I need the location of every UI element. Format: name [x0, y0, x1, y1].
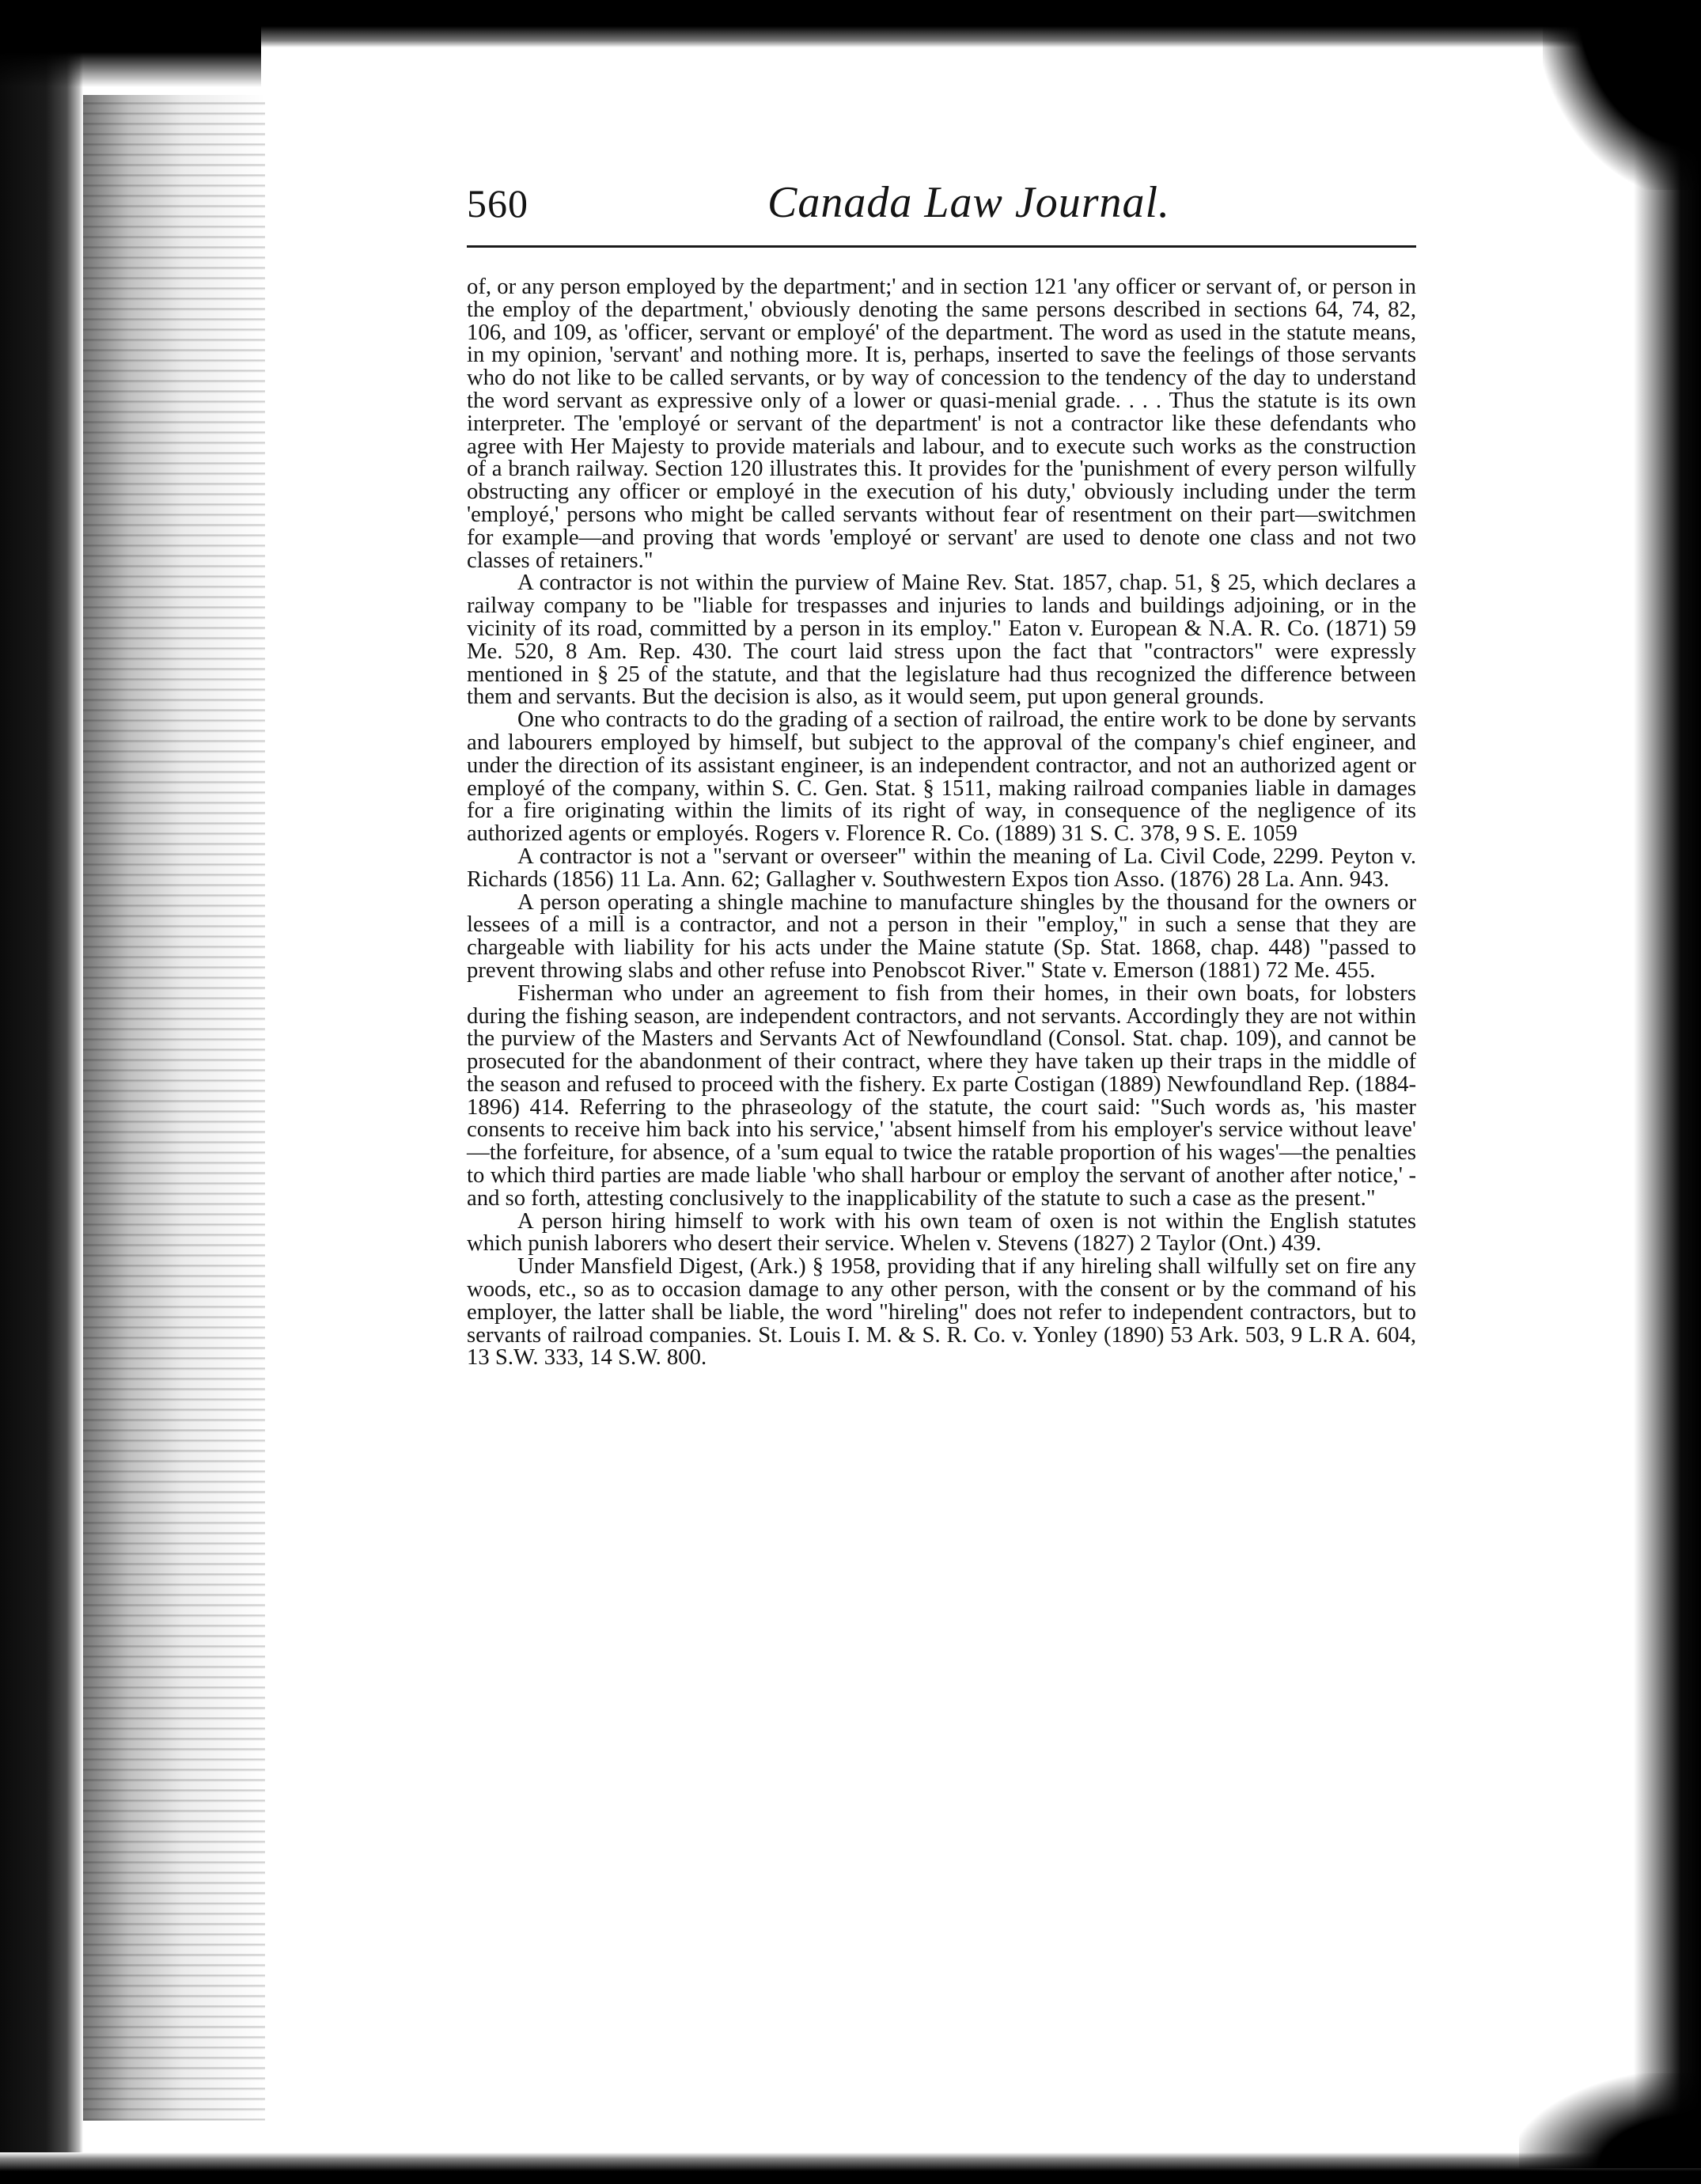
right-scan-edge [1634, 0, 1701, 2184]
bottom-scan-edge [0, 2152, 1701, 2184]
bottom-right-scan-smudge [1519, 2073, 1701, 2168]
gutter-speckle [83, 95, 265, 2121]
paragraph-1: of, or any person employed by the department;' and in section 121 'any officer or servant of, or person in the employ of the department,' obviously denoting the same persons described in sections 64, 74, 82, 106, and 109, as 'officer, servant or employé' of the department. The word as used in the statute means, in my opinion, 'servant' and nothing more. It is, perhaps, inserted to save the feelings of those servants who do not like to be called servants, or by way of concession to the tendency of the day to understand the word servant as expressive only of a lower or quasi-menial grade. . . . Thus the statute is its own interpreter. The 'employé or servant of the department' is not a contractor like these defendants who agree with Her Majesty to provide materials and labour, and to execute such works as the construction of a branch railway. Section 120 illustrates this. It provides for the 'punishment of every person wilfully obstructing any officer or employé in the execution of his duty,' obviously including under the term 'employé,' persons who might be called servants without fear of resentment on their part—switchmen for example—and proving that words 'employé or servant' are used to denote one class and not two classes of retainers." [467, 274, 1416, 573]
paragraph-5: A person operating a shingle machine to manufacture shingles by the thousand for the owners or lessees of a mill is a contractor, and not a person in their "employ," in such a sense that they are chargeable with liability for his acts under the Maine statute (Sp. Stat. 1868, chap. 448) "passed to prevent throwing slabs and other refuse into Penobscot River." State v. Emerson (1881) 72 Me. 455. [467, 889, 1416, 983]
top-left-scan-corner [0, 0, 261, 87]
paragraph-7: A person hiring himself to work with his own team of oxen is not within the English statutes which punish laborers who desert their service. Whelen v. Stevens (1827) 2 Taylor (Ont.) 439. [467, 1208, 1416, 1257]
top-right-scan-corner [1543, 0, 1701, 190]
paragraph-4: A contractor is not a "servant or overseer" within the meaning of La. Civil Code, 2299. Peyton v. Richards (1856) 11 La. Ann. 62; Gallagher v. Southwestern Expos tion Asso. (1876) 28 La. Ann. 943. [467, 843, 1416, 892]
paragraph-6: Fisherman who under an agreement to fish from their homes, in their own boats, for lobsters during the fishing season, are independent contractors, and not servants. Accordingly they are not within the purview of the Masters and Servants Act of Newfoundland (Consol. Stat. chap. 109), and cannot be prosecuted for the abandonment of their contract, where they have taken up their traps in the middle of the season and refused to proceed with the fishery. Ex parte Costigan (1889) Newfoundland Rep. (1884-1896) 414. Referring to the phraseology of the statute, the court said: "Such words as, 'his master consents to receive him back into his service,' 'absent himself from his employer's service without leave' —the forfeiture, for absence, of a 'sum equal to twice the ratable proportion of his wages'—the penalties to which third parties are made liable 'who shall harbour or employ the servant of another after notice,' - and so forth, attesting conclusively to the inapplicability of the statute to such a case as the present." [467, 980, 1416, 1211]
paragraph-2: A contractor is not within the purview of Maine Rev. Stat. 1857, chap. 51, § 25, which declares a railway company to be "liable for trespasses and injuries to lands and buildings adjoining, or in the vicinity of its road, committed by a person in its employ." Eaton v. European & N.A. R. Co. (1871) 59 Me. 520, 8 Am. Rep. 430. The court laid stress upon the fact that "contractors" were expressly mentioned in § 25 of the statute, and that the legislature had thus recognized the difference between them and servants. But the decision is also, as it would seem, put upon general grounds. [467, 570, 1416, 710]
page-number: 560 [467, 181, 528, 226]
page-header [467, 180, 1416, 244]
body-text [467, 275, 1416, 1369]
paragraph-3: One who contracts to do the grading of a section of railroad, the entire work to be done by servants and labourers employed by himself, but subject to the approval of the company's chief engineer, and under the direction of its assistant engineer, is an independent contractor, and not an authorized agent or employé of the company, within S. C. Gen. Stat. § 1511, making railroad companies liable in damages for a fire originating within the limits of its right of way, in consequence of the negligence of its authorized agents or employés. Rogers v. Florence R. Co. (1889) 31 S. C. 378, 9 S. E. 1059 [467, 707, 1416, 847]
journal-title: Canada Law Journal. [767, 178, 1171, 227]
book-gutter-shadow [0, 0, 83, 2184]
header-rule [467, 245, 1416, 248]
paragraph-8: Under Mansfield Digest, (Ark.) § 1958, providing that if any hireling shall wilfully set on fire any woods, etc., so as to occasion damage to any other person, with the consent or by the command of his employer, the latter shall be liable, the word "hireling" does not refer to independent contractors, but to servants of railroad companies. St. Louis I. M. & S. R. Co. v. Yonley (1890) 53 Ark. 503, 9 L.R A. 604, 13 S.W. 333, 14 S.W. 800. [467, 1253, 1416, 1371]
